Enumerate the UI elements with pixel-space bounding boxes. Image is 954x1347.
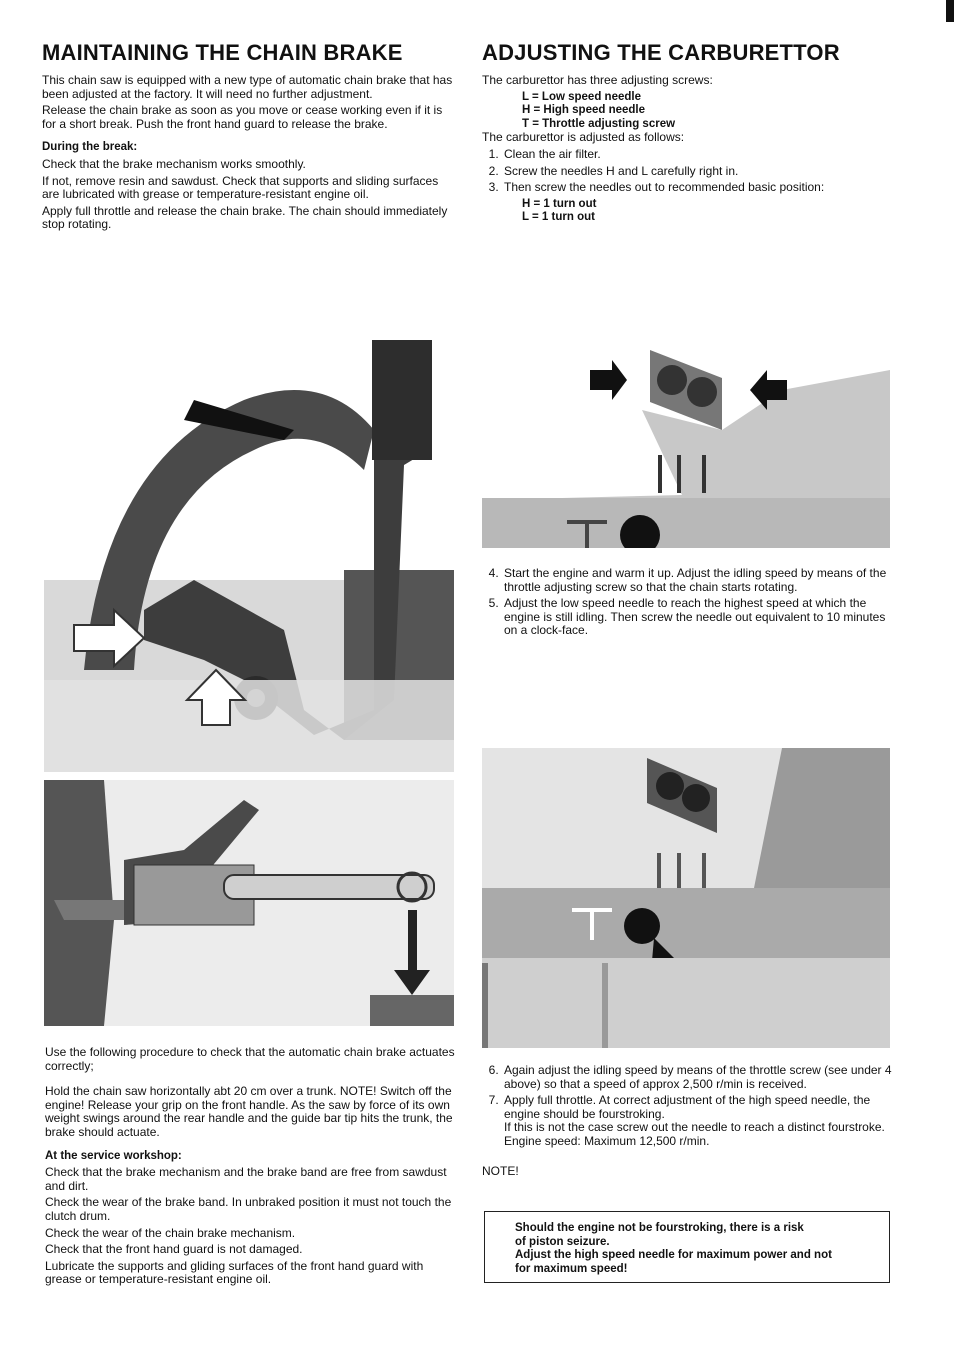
carburettor-title: ADJUSTING THE CARBURETTOR — [482, 40, 840, 65]
steps-6-7 — [482, 1064, 894, 1149]
note-line-4: for maximum speed! — [515, 1262, 628, 1275]
screw-l: L = Low speed needle — [522, 90, 641, 103]
steps-1-3 — [482, 148, 894, 195]
throttle-screw-photo — [482, 748, 890, 1048]
adjusted-as: The carburettor is adjusted as follows: — [482, 130, 685, 145]
note-line-1: Should the engine not be fourstroking, there is a risk — [515, 1222, 804, 1234]
screw-t: T = Throttle adjusting screw — [522, 117, 676, 130]
carburettor-section — [482, 40, 894, 225]
step-7-line-1: Apply full throttle. At correct adjustment of the high speed needle, the engine should be fourstroking. — [504, 1093, 871, 1121]
chain-brake-closeup-photo — [44, 340, 454, 772]
step-2: 2. Screw the needles H and L carefully right in. — [502, 165, 894, 179]
workshop-5: Lubricate the supports and gliding surfaces of the front hand guard with grease or temperature-resistant engine oil. — [45, 1258, 424, 1287]
steps-6-7-section — [482, 1062, 894, 1181]
chain-brake-intro-2: Release the chain brake as soon as you move or cease working even if it is for a short break. Push the front hand guard to release the brake. — [42, 103, 443, 131]
warning-note-box — [484, 1211, 890, 1283]
note-line-3: Adjust the high speed needle for maximum power and not — [515, 1249, 832, 1261]
carburettor-intro: The carburettor has three adjusting screws: — [482, 73, 713, 87]
procedure-2: Hold the chain saw horizontally abt 20 cm over a trunk. NOTE! Switch off the engine! Release your grip on the front handle. As the saw by force of its own weight swings around the rear handle and the guide bar tip hits the trunk, the brake should actuate. — [45, 1084, 453, 1139]
step-1: 1. Clean the air filter. — [502, 148, 894, 162]
workshop-3: Check the wear of the chain brake mechanism. — [45, 1225, 296, 1240]
step-7 — [502, 1094, 894, 1148]
step-5: 5. Adjust the low speed needle to reach the highest speed at which the engine is still idling. Then screw the needle out equivalent to 10 minutes on a clock-face. — [502, 597, 894, 638]
page-edge-mark — [946, 0, 954, 22]
step-6: 6. Again adjust the idling speed by means of the throttle screw (see under 4 above) so that a speed of approx 2,500 r/min is received. — [502, 1064, 894, 1091]
chain-brake-title: MAINTAINING THE CHAIN BRAKE — [42, 40, 403, 65]
step-4: 4. Start the engine and warm it up. Adjust the idling speed by means of the throttle adjusting screw so that the chain starts rotating. — [502, 567, 894, 594]
brake-procedure-section — [45, 1046, 457, 1290]
workshop-2: Check the wear of the brake band. In unbraked position it must not touch the clutch drum. — [45, 1195, 452, 1223]
workshop-4: Check that the front hand guard is not damaged. — [45, 1242, 303, 1257]
basic-h: H = 1 turn out — [522, 197, 597, 210]
during-break-2: If not, remove resin and sawdust. Check that supports and sliding surfaces are lubricated with grease or temperature-resistant engine oil. — [42, 173, 439, 202]
chain-brake-section — [42, 40, 454, 235]
step-7-line-2: If this is not the case screw out the needle to reach a distinct fourstroke. — [504, 1120, 885, 1135]
during-break-3: Apply full throttle and release the chain brake. The chain should immediately stop rotating. — [42, 203, 448, 232]
workshop-heading: At the service workshop: — [45, 1149, 182, 1162]
steps-4-5-section — [482, 565, 894, 641]
note-label: NOTE! — [482, 1163, 519, 1178]
procedure-1: Use the following procedure to check that the automatic chain brake actuates correctly; — [45, 1045, 455, 1073]
steps-4-5 — [482, 567, 894, 638]
brake-test-photo — [44, 780, 454, 1026]
step-7-line-3: Engine speed: Maximum 12,500 r/min. — [504, 1133, 710, 1148]
step-3: 3. Then screw the needles out to recommended basic position: — [502, 181, 894, 195]
carburettor-screws-photo — [482, 330, 890, 548]
note-line-2: of piston seizure. — [515, 1235, 610, 1248]
workshop-1: Check that the brake mechanism and the brake band are free from sawdust and dirt. — [45, 1165, 447, 1193]
chain-brake-intro-1: This chain saw is equipped with a new type of automatic chain brake that has been adjusted at the factory. It will need no further adjustment. — [42, 73, 453, 101]
during-break-heading: During the break: — [42, 141, 138, 154]
screw-h: H = High speed needle — [522, 104, 646, 117]
during-break-1: Check that the brake mechanism works smoothly. — [42, 156, 306, 171]
basic-l: L = 1 turn out — [522, 211, 595, 224]
